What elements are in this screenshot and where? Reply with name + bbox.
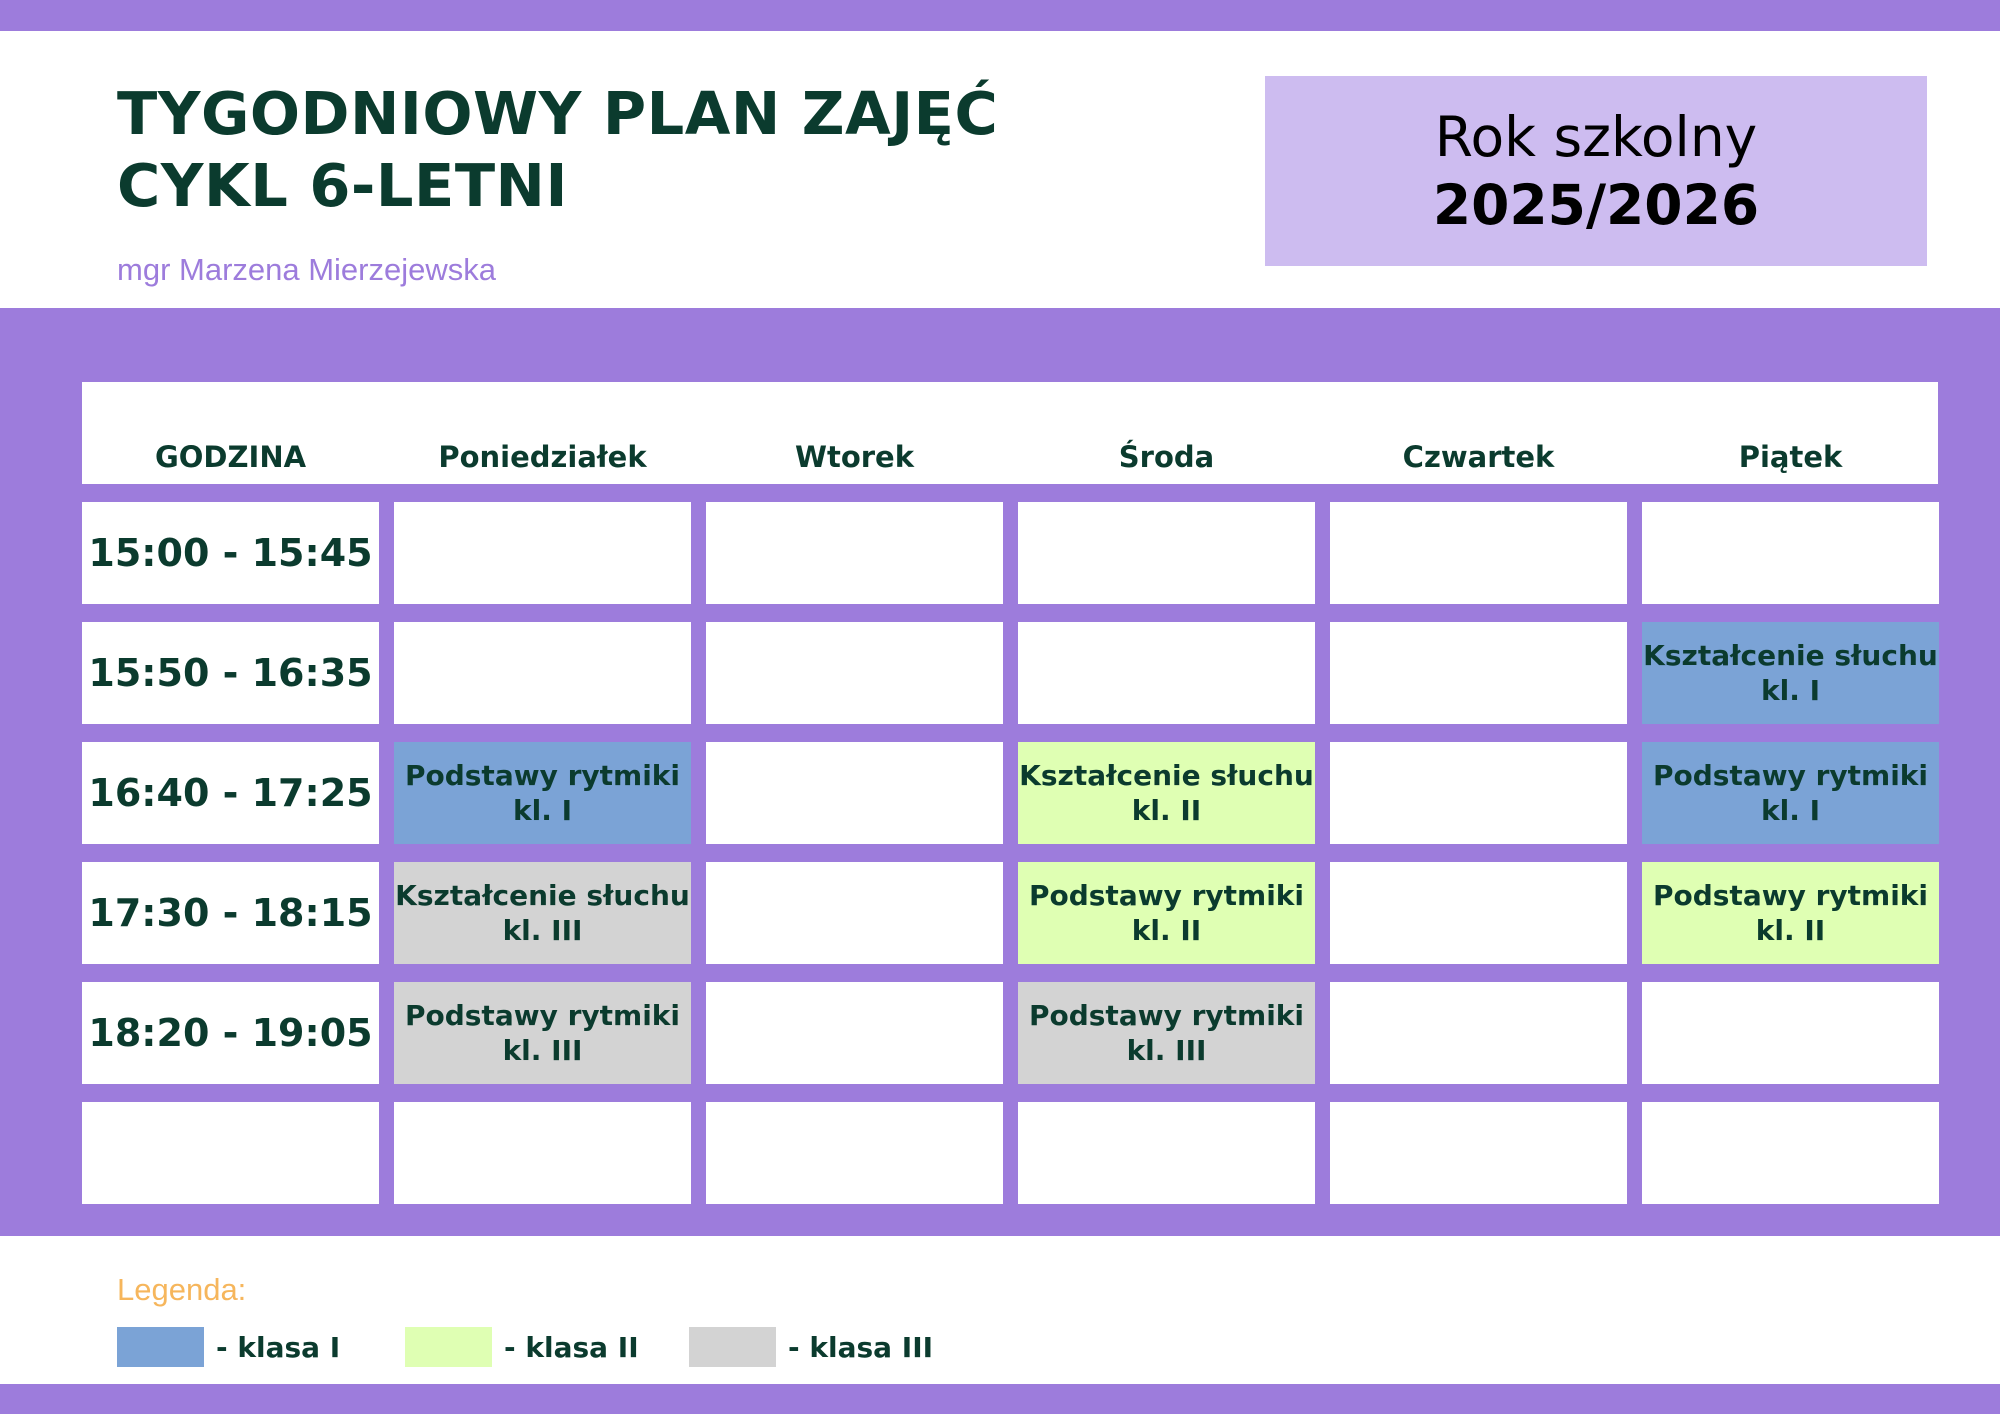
empty-cell <box>1642 982 1939 1084</box>
legend-item <box>405 1327 639 1367</box>
legend-item <box>117 1327 340 1367</box>
legend-label: - klasa II <box>504 1330 639 1364</box>
title-line-1: TYGODNIOWY PLAN ZAJĘĆ <box>117 79 999 148</box>
lesson-class: kl. II <box>1755 914 1826 947</box>
empty-cell <box>706 862 1003 964</box>
lesson-subject: Podstawy rytmiki <box>1028 999 1305 1032</box>
empty-cell <box>1330 1102 1627 1204</box>
empty-cell <box>1330 622 1627 724</box>
empty-cell <box>1330 502 1627 604</box>
lesson-class: kl. III <box>502 914 583 947</box>
lesson-subject: Podstawy rytmiki <box>1652 759 1929 792</box>
empty-cell <box>394 502 691 604</box>
top-band <box>0 0 2000 31</box>
lesson-class: kl. II <box>1131 914 1202 947</box>
bottom-band <box>0 1384 2000 1414</box>
empty-cell <box>1018 502 1315 604</box>
time-cell: 15:50 - 16:35 <box>82 622 379 724</box>
empty-cell <box>394 622 691 724</box>
legend-swatch <box>117 1327 204 1367</box>
legend-label: - klasa I <box>216 1330 341 1364</box>
title-line-2: CYKL 6-LETNI <box>117 151 568 220</box>
teacher-name: mgr Marzena Mierzejewska <box>117 252 496 287</box>
page-title <box>117 78 998 222</box>
time-cell <box>82 1102 379 1204</box>
column-header: Czwartek <box>1402 440 1555 474</box>
lesson-cell <box>1642 622 1939 724</box>
legend-swatch <box>689 1327 776 1367</box>
lesson-subject: Podstawy rytmiki <box>1652 879 1929 912</box>
column-header: GODZINA <box>154 440 307 474</box>
lesson-subject: Podstawy rytmiki <box>404 759 681 792</box>
lesson-class: kl. I <box>1760 794 1821 827</box>
empty-cell <box>1018 622 1315 724</box>
time-cell: 15:00 - 15:45 <box>82 502 379 604</box>
legend-title: Legenda: <box>117 1272 247 1307</box>
legend-label: - klasa III <box>788 1330 934 1364</box>
table-header <box>82 382 1938 484</box>
lesson-cell <box>394 862 691 964</box>
empty-cell <box>1642 1102 1939 1204</box>
schedule-table <box>0 308 2000 1236</box>
lesson-cell <box>394 982 691 1084</box>
column-header: Piątek <box>1738 440 1843 474</box>
lesson-class: kl. I <box>512 794 573 827</box>
empty-cell <box>1330 862 1627 964</box>
empty-cell <box>1330 742 1627 844</box>
empty-cell <box>1018 1102 1315 1204</box>
empty-cell <box>706 1102 1003 1204</box>
lesson-subject: Podstawy rytmiki <box>404 999 681 1032</box>
legend-item <box>689 1327 933 1367</box>
lesson-cell <box>1642 862 1939 964</box>
time-cell: 18:20 - 19:05 <box>82 982 379 1084</box>
lesson-cell <box>1018 742 1315 844</box>
lesson-cell <box>394 742 691 844</box>
empty-cell <box>706 622 1003 724</box>
lesson-subject: Kształcenie słuchu <box>1643 639 1938 672</box>
lesson-subject: Kształcenie słuchu <box>395 879 690 912</box>
empty-cell <box>706 742 1003 844</box>
lesson-class: kl. II <box>1131 794 1202 827</box>
lesson-cell <box>1018 982 1315 1084</box>
time-cell: 17:30 - 18:15 <box>82 862 379 964</box>
school-year-box <box>1265 76 1927 266</box>
time-cell: 16:40 - 17:25 <box>82 742 379 844</box>
empty-cell <box>1330 982 1627 1084</box>
lesson-class: kl. III <box>502 1034 583 1067</box>
legend-swatch <box>405 1327 492 1367</box>
column-header: Wtorek <box>794 440 915 474</box>
empty-cell <box>394 1102 691 1204</box>
lesson-subject: Kształcenie słuchu <box>1019 759 1314 792</box>
lesson-subject: Podstawy rytmiki <box>1028 879 1305 912</box>
empty-cell <box>1642 502 1939 604</box>
column-header: Poniedziałek <box>438 440 647 474</box>
lesson-cell <box>1642 742 1939 844</box>
empty-cell <box>706 982 1003 1084</box>
school-year-value: 2025/2026 <box>1432 173 1760 237</box>
school-year-label: Rok szkolny <box>1434 105 1758 169</box>
lesson-class: kl. I <box>1760 674 1821 707</box>
column-header: Środa <box>1118 440 1215 474</box>
empty-cell <box>706 502 1003 604</box>
lesson-cell <box>1018 862 1315 964</box>
lesson-class: kl. III <box>1126 1034 1207 1067</box>
